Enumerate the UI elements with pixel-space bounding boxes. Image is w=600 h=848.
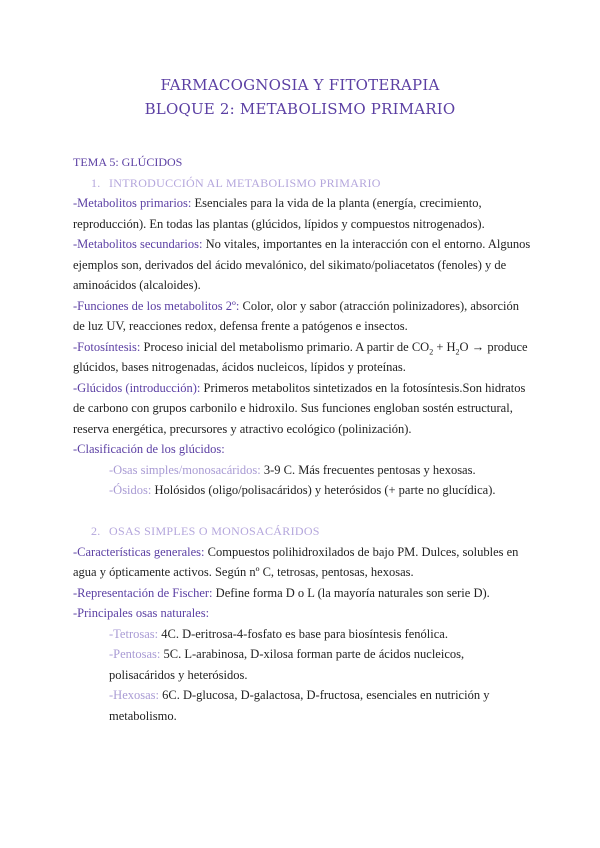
section-1-heading — [73, 173, 533, 194]
paragraph-caracteristicas — [73, 542, 533, 583]
sub-definition: 5C. L-arabinosa, D-xilosa forman parte de ácidos nucleicos, polisacáridos y heterósidos. — [109, 647, 465, 682]
sub-term: -Tetrosas: — [109, 626, 159, 641]
sub-term: -Ósidos: — [109, 483, 152, 497]
sub-item-tetrosas — [73, 624, 533, 645]
paragraph-fotosintesis — [73, 337, 533, 378]
document-body — [73, 152, 533, 726]
sub-definition: 6C. D-glucosa, D-galactosa, D-fructosa, esenciales en nutrición y metabolismo. — [109, 688, 490, 723]
definition-part: + H — [433, 339, 456, 354]
subscript: 2 — [455, 347, 460, 356]
term: -Representación de Fischer: — [73, 585, 213, 600]
term: -Glúcidos (introducción): — [73, 380, 201, 395]
paragraph-principales-osas — [73, 603, 533, 624]
paragraph-metabolitos-primarios — [73, 193, 533, 234]
sub-item-hexosas — [73, 685, 533, 726]
sub-term: -Pentosas: — [109, 647, 161, 661]
sub-term: -Hexosas: — [109, 688, 159, 702]
paragraph-fischer — [73, 583, 533, 604]
section-2-title: OSAS SIMPLES O MONOSACÁRIDOS — [109, 524, 320, 538]
definition: No vitales, importantes en la interacción con el entorno. Algunos ejemplos son, derivados del ácido mevalónico, del sikimato/poliacetatos (fenoles) y de aminoácidos (alcaloides). — [73, 237, 531, 292]
section-1-title: INTRODUCCIÓN AL METABOLISMO PRIMARIO — [109, 175, 381, 190]
definition: Esenciales para la vida de la planta (energía, crecimiento, reproducción). En todas las plantas (glúcidos, lípidos y compuestos nitrogenados). — [73, 196, 485, 231]
paragraph-clasificacion — [73, 439, 533, 460]
definition: Define forma D o L (la mayoría naturales son serie D). — [212, 585, 490, 600]
tema-heading: TEMA 5: GLÚCIDOS — [73, 155, 183, 169]
term: -Características generales: — [73, 544, 205, 559]
definition: Compuestos polihidroxilados de bajo PM. Dulces, solubles en agua y ópticamente activos. Según nº C, tetrosas, pentosas, hexosas. — [73, 544, 519, 579]
sub-definition: 4C. D-eritrosa-4-fosfato es base para biosíntesis fenólica. — [158, 626, 448, 641]
sub-item-osidos — [73, 480, 533, 501]
paragraph-glucidos-intro — [73, 378, 533, 440]
sub-definition: 3-9 C. Más frecuentes pentosas y hexosas. — [260, 462, 476, 477]
section-1-number: 1. — [91, 175, 101, 190]
definition-part: Proceso inicial del metabolismo primario. A partir de CO — [140, 339, 430, 354]
term: -Clasificación de los glúcidos: — [73, 442, 225, 456]
sub-item-pentosas — [73, 644, 533, 685]
definition: Color, olor y sabor (atracción polinizadores), absorción de luz UV, reacciones redox, defensa frente a patógenos e insectos. — [73, 298, 519, 333]
term: -Principales osas naturales: — [73, 606, 210, 620]
subscript: 2 — [429, 347, 434, 356]
document-title: FARMACOGNOSIA Y FITOTERAPIA — [160, 76, 440, 94]
document-subtitle: BLOQUE 2: METABOLISMO PRIMARIO — [144, 100, 456, 118]
section-2-number: 2. — [91, 524, 101, 538]
paragraph-metabolitos-secundarios — [73, 234, 533, 296]
sub-item-osas-simples — [73, 460, 533, 481]
sub-term: -Osas simples/monosacáridos: — [109, 462, 261, 477]
term: -Fotosíntesis: — [73, 339, 141, 354]
term: -Metabolitos primarios: — [73, 196, 192, 210]
definition: Primeros metabolitos sintetizados en la fotosíntesis.Son hidratos de carbono con grupos carbonilo e hidroxilo. Sus funciones engloban sostén estructural, reserva energética, precursores y atractivo ecológico (polinización). — [73, 380, 526, 436]
term: -Funciones de los metabolitos 2º: — [73, 298, 240, 313]
paragraph-funciones-metabolitos — [73, 296, 533, 337]
section-2-heading — [73, 521, 533, 542]
sub-definition: Holósidos (oligo/polisacáridos) y heterósidos (+ parte no glucídica). — [151, 483, 496, 497]
definition-part: O → produce glúcidos, bases nitrogenadas, ácidos nucleicos, lípidos y proteínas. — [73, 339, 528, 374]
term: -Metabolitos secundarios: — [73, 237, 203, 251]
